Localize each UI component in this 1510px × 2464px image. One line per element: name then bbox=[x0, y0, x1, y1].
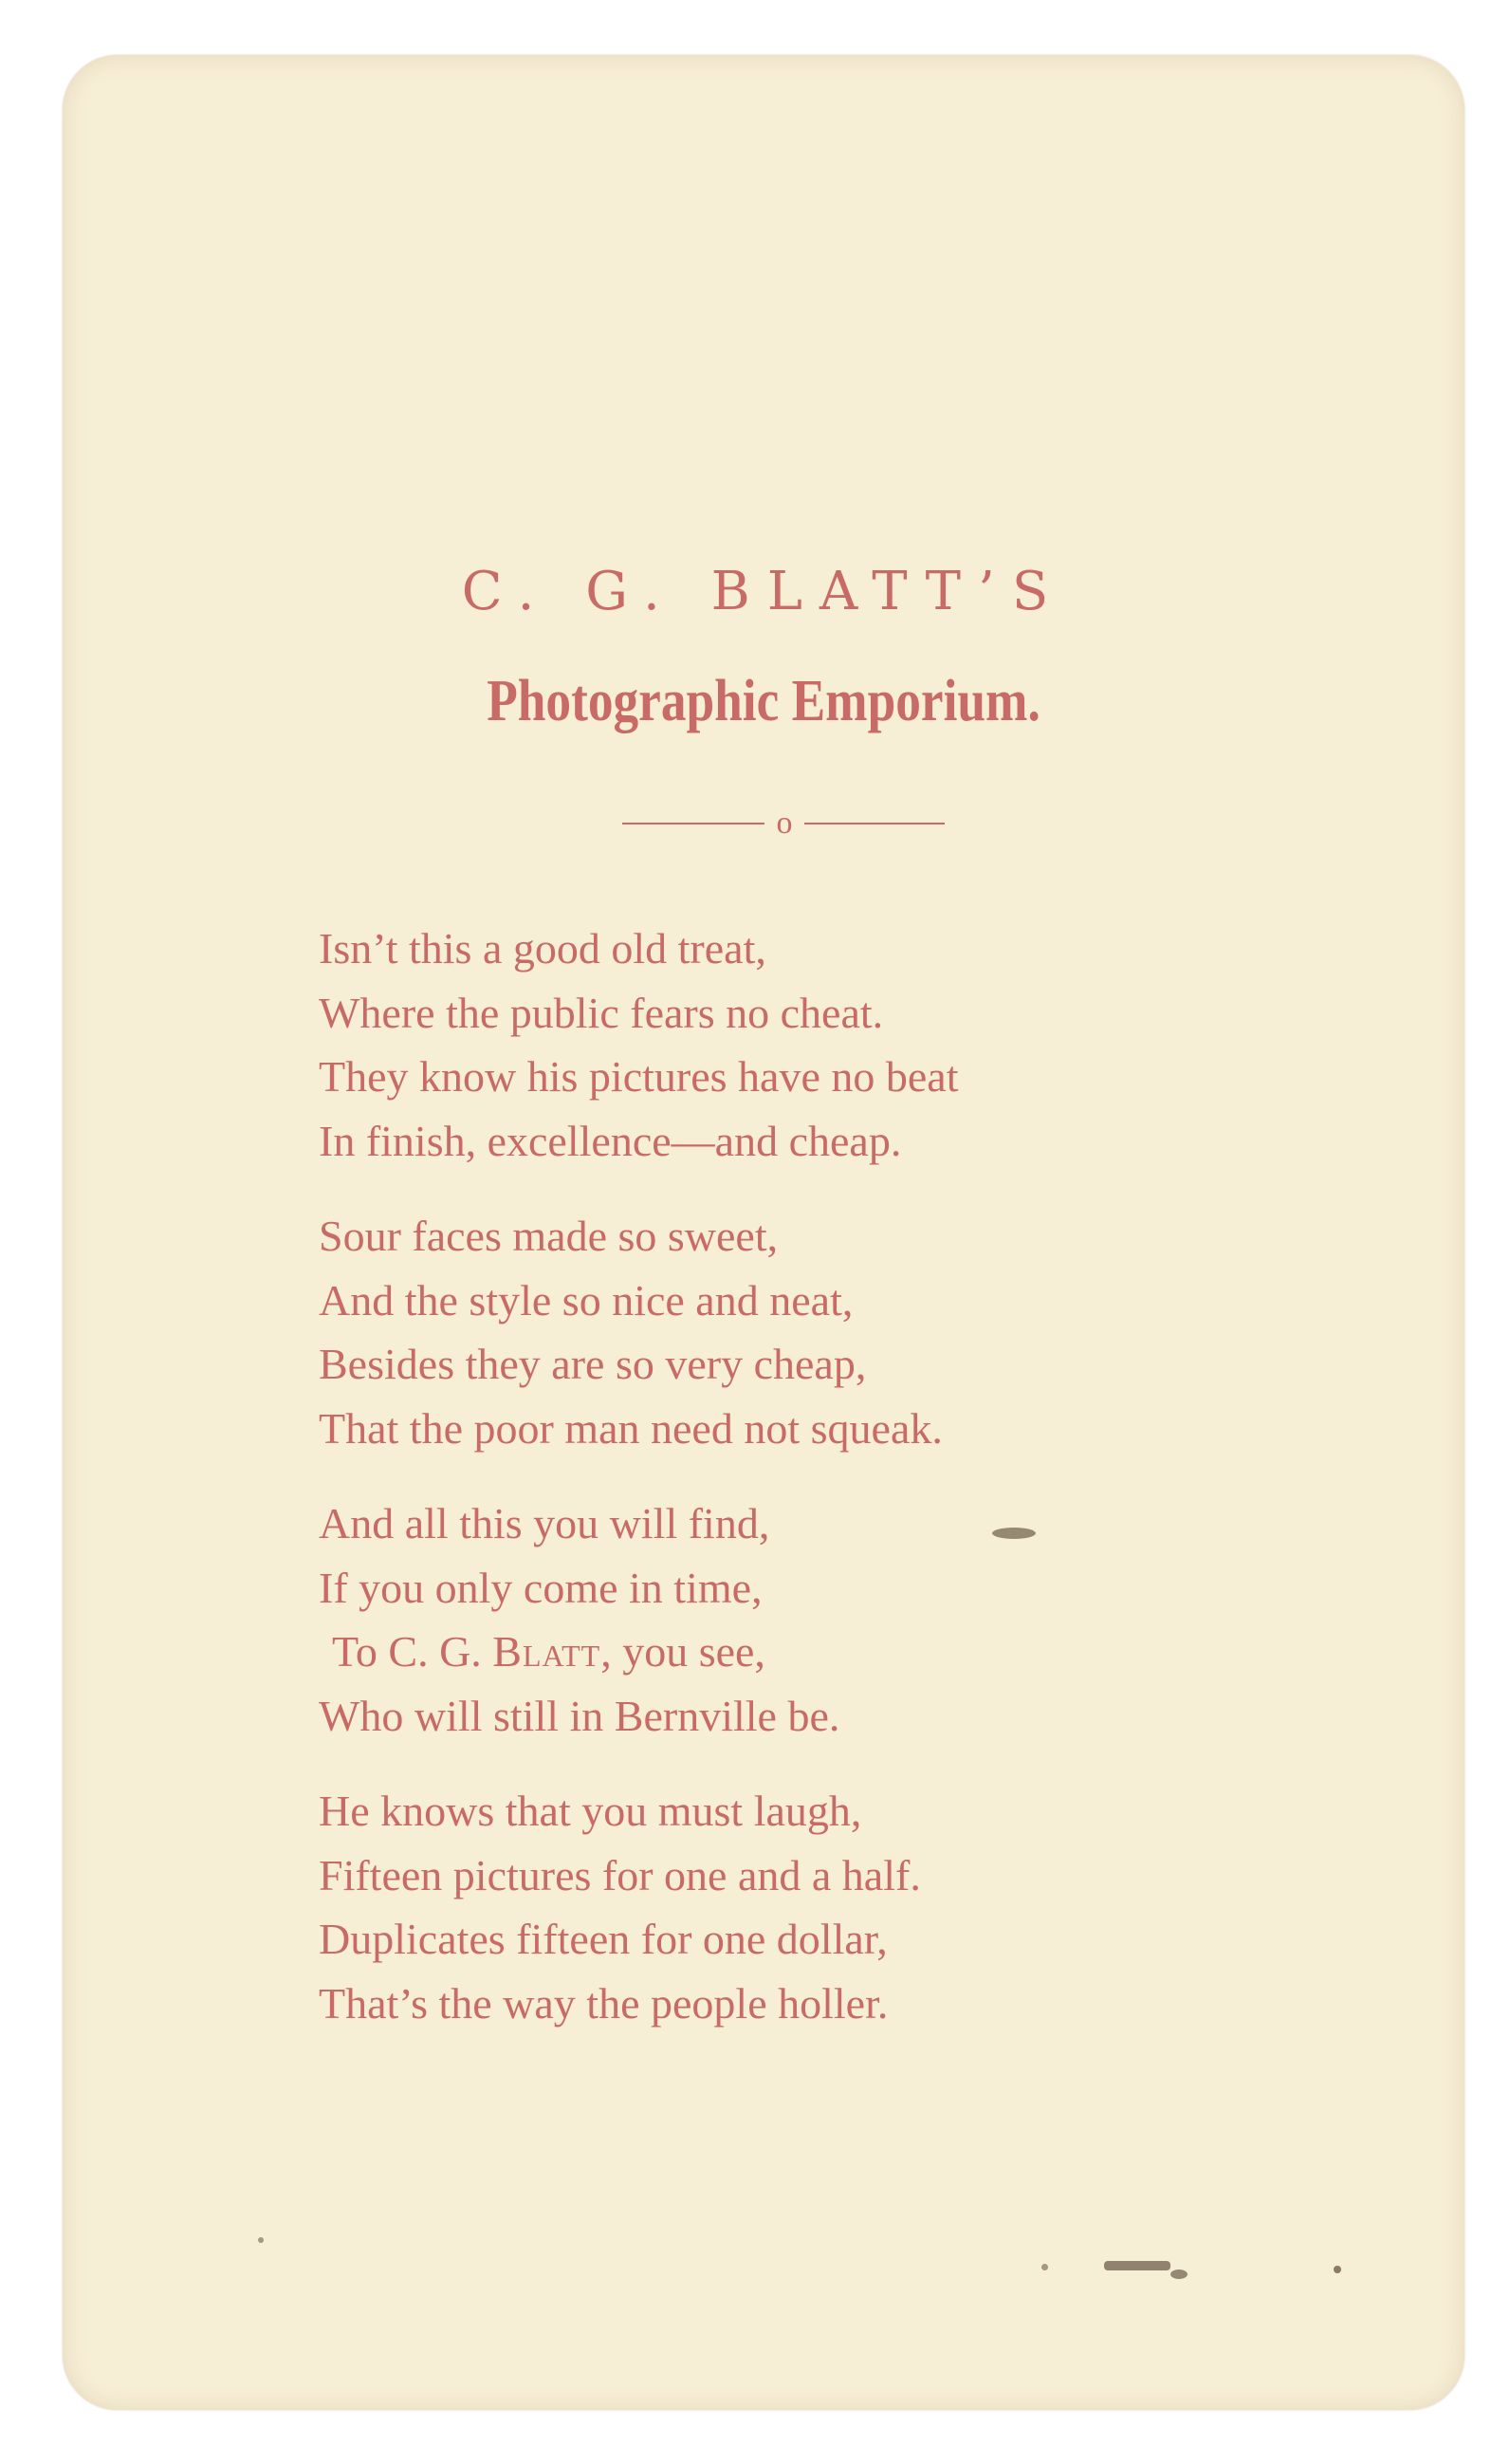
paper-blemish bbox=[1170, 2269, 1188, 2279]
cabinet-card-back bbox=[63, 55, 1464, 2410]
poem-stanza-3 bbox=[319, 1491, 1362, 1748]
poem-line: In finish, excellence—and cheap. bbox=[319, 1116, 902, 1165]
paper-blemish bbox=[1104, 2261, 1170, 2270]
poem-line: Who will still in Bernville be. bbox=[319, 1691, 840, 1740]
poem-line: Besides they are so very cheap, bbox=[319, 1340, 867, 1388]
ornamental-divider bbox=[622, 806, 945, 841]
divider-rule-left bbox=[622, 823, 764, 824]
poem-line: If you only come in time, bbox=[319, 1563, 763, 1612]
poem-line-prefix: To C. G. bbox=[332, 1627, 493, 1676]
poem-line: Sour faces made so sweet, bbox=[319, 1212, 779, 1260]
paper-blemish bbox=[1041, 2264, 1048, 2270]
poem-line-suffix: , you see, bbox=[600, 1627, 765, 1676]
studio-name: C. G. BLATT’S bbox=[461, 561, 1066, 622]
poem-line-with-name bbox=[319, 1620, 1362, 1684]
poem-line: Where the public fears no cheat. bbox=[319, 988, 884, 1037]
studio-subtitle: Photographic Emporium. bbox=[487, 669, 1040, 733]
poem-line: Isn’t this a good old treat, bbox=[319, 924, 766, 973]
poem-line: They know his pictures have no beat bbox=[319, 1052, 959, 1101]
divider-mark: o bbox=[776, 806, 793, 841]
advertising-poem bbox=[319, 917, 1362, 2066]
poem-stanza-1 bbox=[319, 917, 1362, 1173]
poem-line: And all this you will find, bbox=[319, 1499, 770, 1547]
paper-blemish bbox=[992, 1528, 1036, 1539]
poem-line: Fifteen pictures for one and a half. bbox=[319, 1850, 921, 1899]
poem-stanza-4 bbox=[319, 1779, 1362, 2035]
paper-blemish bbox=[258, 2237, 264, 2243]
poem-line: And the style so nice and neat, bbox=[319, 1275, 854, 1325]
poem-line: That’s the way the people holler. bbox=[319, 1978, 889, 2028]
divider-rule-right bbox=[804, 823, 945, 824]
poem-line: That the poor man need not squeak. bbox=[319, 1403, 943, 1453]
paper-blemish bbox=[1334, 2266, 1341, 2273]
poem-line: Duplicates fifteen for one dollar, bbox=[319, 1915, 888, 1963]
proprietor-name: Blatt bbox=[492, 1627, 601, 1676]
poem-stanza-2 bbox=[319, 1204, 1362, 1460]
poem-line: He knows that you must laugh, bbox=[319, 1787, 862, 1835]
